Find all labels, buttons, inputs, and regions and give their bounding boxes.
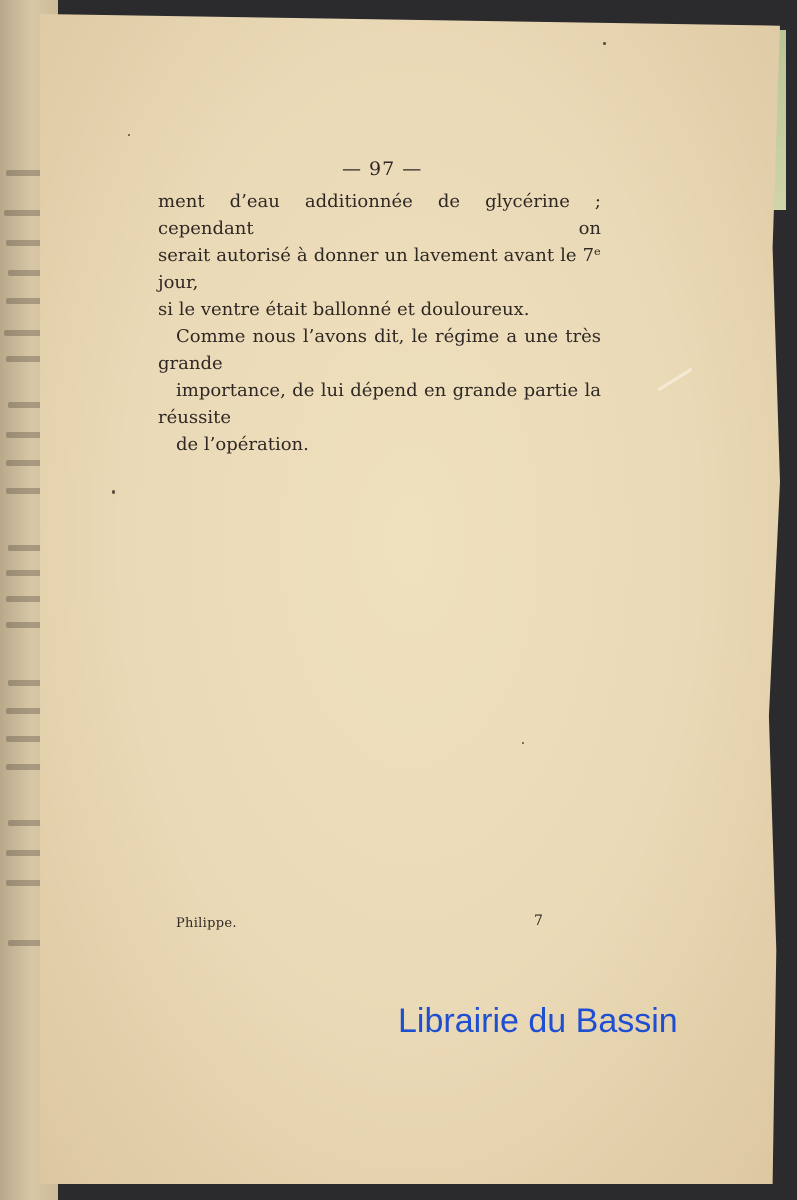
paper-speck (603, 42, 606, 45)
paper-speck (112, 490, 115, 494)
facing-page-text-fragment (8, 940, 42, 946)
facing-page-text-fragment (6, 488, 42, 494)
page-number: — 97 — (342, 158, 423, 180)
facing-page-text-fragment (8, 820, 42, 826)
facing-page-text-fragment (6, 622, 44, 628)
facing-page-text-fragment (4, 330, 46, 336)
text-line: de l’opération. (176, 434, 309, 455)
footer-signature-mark: 7 (534, 913, 543, 929)
text-line: serait autorisé à donner un lavement avant le 7ᵉ jour, (158, 245, 601, 293)
facing-page-text-fragment (6, 880, 42, 886)
facing-page-text-fragment (6, 736, 42, 742)
facing-page-text-fragment (6, 570, 44, 576)
text-line: importance, de lui dépend en grande partie la réussite (158, 380, 601, 428)
paper-speck (522, 742, 524, 744)
facing-page-text-fragment (6, 708, 44, 714)
text-line: Comme nous l’avons dit, le régime a une très grande (158, 326, 601, 374)
facing-page-text-fragment (6, 460, 44, 466)
text-line: si le ventre était ballonné et douloureux. (158, 299, 530, 320)
watermark-text: Librairie du Bassin (398, 1002, 678, 1040)
paper-speck (128, 134, 130, 136)
facing-page-text-fragment (8, 545, 44, 551)
facing-page-text-fragment (8, 680, 42, 686)
footer-author: Philippe. (176, 916, 237, 931)
facing-page-text-fragment (8, 270, 44, 276)
facing-page-text-fragment (6, 240, 44, 246)
facing-page-text-fragment (6, 356, 42, 362)
paragraph-continued (158, 188, 601, 323)
facing-page-text-fragment (6, 850, 44, 856)
text-line: ment d’eau additionnée de glycérine ; cependant on (158, 191, 601, 239)
paragraph (158, 323, 601, 458)
facing-page-text-fragment (6, 764, 44, 770)
body-text (158, 188, 601, 458)
